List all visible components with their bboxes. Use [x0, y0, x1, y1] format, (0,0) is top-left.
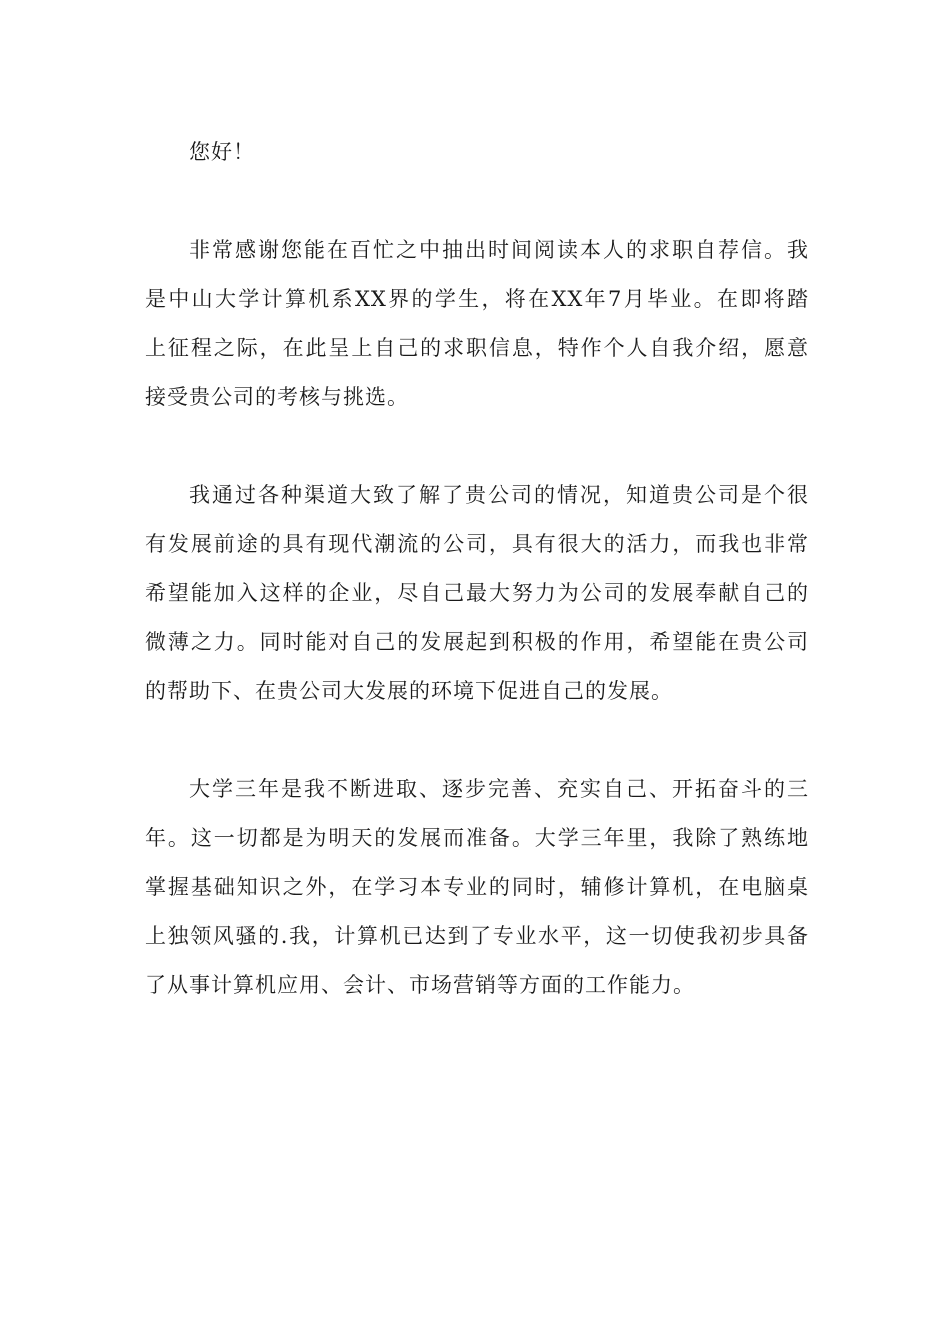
paragraph-line: 年。这一切都是为明天的发展而准备。大学三年里，我除了熟练地 [145, 826, 809, 850]
paragraph-line: 上征程之际，在此呈上自己的求职信息，特作个人自我介绍，愿意 [145, 336, 809, 360]
paragraph-line: 的帮助下、在贵公司大发展的环境下促进自己的发展。 [145, 679, 673, 703]
greeting-paragraph [145, 128, 809, 177]
paragraph-line: 掌握基础知识之外，在学习本专业的同时，辅修计算机，在电脑桌 [145, 875, 809, 899]
paragraph-line: 希望能加入这样的企业，尽自己最大努力为公司的发展奉献自己的 [145, 581, 809, 605]
paragraph-line: 是中山大学计算机系XX界的学生，将在XX年7月毕业。在即将踏 [145, 287, 809, 311]
paragraph-line: 上独领风骚的.我，计算机已达到了专业水平，这一切使我初步具备 [145, 924, 809, 948]
paragraph-2 [145, 471, 809, 716]
paragraph-line: 大学三年是我不断进取、逐步完善、充实自己、开拓奋斗的三 [189, 777, 809, 801]
paragraph-line: 有发展前途的具有现代潮流的公司，具有很大的活力，而我也非常 [145, 532, 809, 556]
paragraph-1 [145, 226, 809, 422]
greeting-line: 您好！ [189, 140, 255, 164]
paragraph-line: 非常感谢您能在百忙之中抽出时间阅读本人的求职自荐信。我 [189, 238, 809, 262]
paragraph-line: 我通过各种渠道大致了解了贵公司的情况，知道贵公司是个很 [189, 483, 809, 507]
paragraph-3 [145, 765, 809, 1010]
paragraph-line: 微薄之力。同时能对自己的发展起到积极的作用，希望能在贵公司 [145, 630, 809, 654]
paragraph-line: 接受贵公司的考核与挑选。 [145, 385, 409, 409]
letter-body [145, 128, 809, 1059]
paragraph-line: 了从事计算机应用、会计、市场营销等方面的工作能力。 [145, 973, 695, 997]
